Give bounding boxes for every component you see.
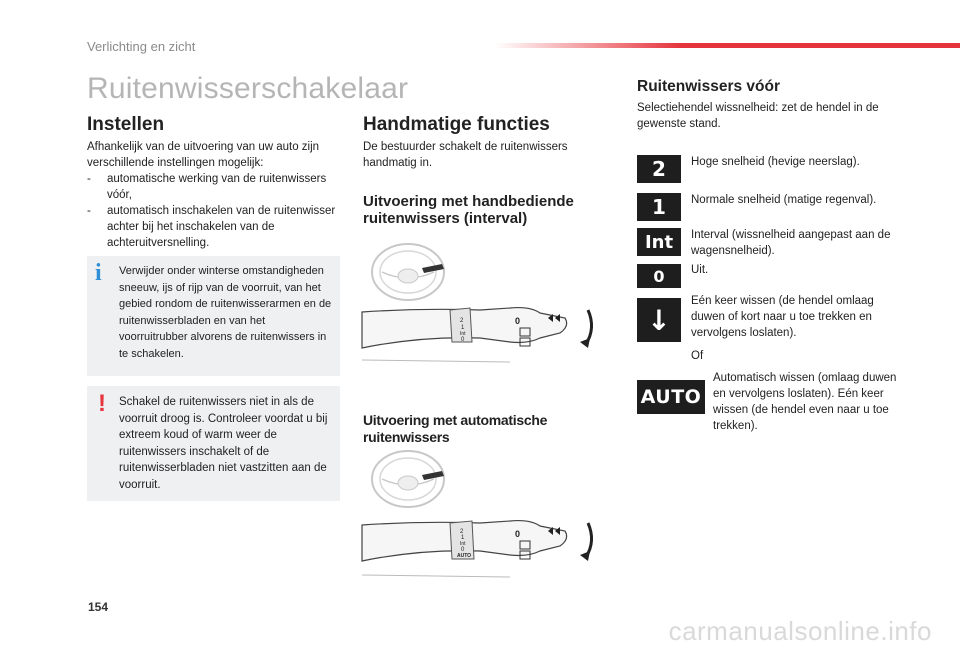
sub-heading-interval: Uitvoering met handbediende ruitenwissers (interval) xyxy=(363,193,574,227)
speed-2-icon: 2 xyxy=(637,155,681,183)
interval-icon: Int xyxy=(637,228,681,256)
watermark: carmanualsonline.info xyxy=(668,616,932,646)
warning-text: Schakel de ruitenwissers niet in als de voorruit droog is. Controleer voordat u bij extreem koud of warm weer de ruitenwissers inschakelt of de ruitenwisserbladen niet vastzitten aan de voorruit. xyxy=(119,396,328,491)
instellen-list xyxy=(87,171,342,251)
lever-pos-1: 1 xyxy=(461,325,465,331)
page-number: 154 xyxy=(88,600,109,614)
option-text: Hoge snelheid (hevige neerslag). xyxy=(691,156,860,168)
lever-pos-int: Int xyxy=(460,331,466,337)
info-box xyxy=(87,256,340,376)
wiper-lever xyxy=(362,521,592,577)
lever-pos-0: 0 xyxy=(461,337,465,343)
option-text: Normale snelheid (matige regenval). xyxy=(691,194,877,206)
rear-off-label: 0 xyxy=(515,529,521,539)
accent-bar xyxy=(495,43,960,48)
wiper-lever xyxy=(362,308,592,362)
voor-intro: Selectiehendel wissnelheid: zet de hendel in de gewenste stand. xyxy=(637,102,879,130)
lever-pos-2: 2 xyxy=(460,318,464,324)
or-label: Of xyxy=(691,350,704,362)
off-icon: 0 xyxy=(637,264,681,288)
lever-pos-0: 0 xyxy=(461,547,465,553)
lever-pos-auto: AUTO xyxy=(457,553,472,559)
auto-text: Automatisch wissen (omlaag duwen en vervolgens loslaten). Eén keer wissen (de hendel even naar u toe trekken). xyxy=(713,372,897,432)
auto-icon: AUTO xyxy=(637,380,705,414)
lever-pos-2: 2 xyxy=(460,529,464,535)
info-icon: i xyxy=(95,260,102,286)
info-text: Verwijder onder winterse omstandigheden sneeuw, ijs of rijp van de voorruit, van het gebied rondom de ruitenwisserarmen en de ruitenwisserbladen en van het voorruitrubber alvorens de ruitenwissers in te schakelen. xyxy=(119,265,332,360)
steering-wheel-icon xyxy=(372,244,444,300)
warning-icon: ! xyxy=(98,390,106,417)
arrow-down-icon: ↓ xyxy=(637,298,681,342)
sub-heading-auto: Uitvoering met automatische ruitenwissers xyxy=(363,412,548,445)
steering-wheel-icon xyxy=(372,451,444,507)
rear-off-label: 0 xyxy=(515,316,521,326)
voor-heading: Ruitenwissers vóór xyxy=(637,78,780,95)
list-item: - automatisch inschakelen van de ruitenwisser achter bij het inschakelen van de achteruitversnelling. xyxy=(87,203,342,251)
handmatig-intro: De bestuurder schakelt de ruitenwissers handmatig in. xyxy=(363,141,568,169)
section-label: Verlichting en zicht xyxy=(87,39,196,54)
option-text: Eén keer wissen (de hendel omlaag duwen of kort naar u toe trekken en vervolgens loslaten). xyxy=(691,295,874,339)
option-text: Uit. xyxy=(691,264,709,276)
wiper-lever-illustration-auto xyxy=(360,445,600,585)
handmatig-heading: Handmatige functies xyxy=(363,114,550,135)
wiper-lever-illustration-interval xyxy=(360,238,600,373)
lever-pos-1: 1 xyxy=(461,535,465,541)
instellen-heading: Instellen xyxy=(87,114,165,135)
instellen-intro: Afhankelijk van de uitvoering van uw auto zijn verschillende instellingen mogelijk: xyxy=(87,141,320,169)
list-item: - automatische werking van de ruitenwissers vóór, xyxy=(87,171,342,203)
lever-pos-int: Int xyxy=(460,541,466,547)
option-text: Interval (wissnelheid aangepast aan de wagensnelheid). xyxy=(691,229,891,257)
page-title: Ruitenwisserschakelaar xyxy=(87,72,409,105)
warning-box xyxy=(87,386,340,501)
speed-1-icon: 1 xyxy=(637,193,681,221)
